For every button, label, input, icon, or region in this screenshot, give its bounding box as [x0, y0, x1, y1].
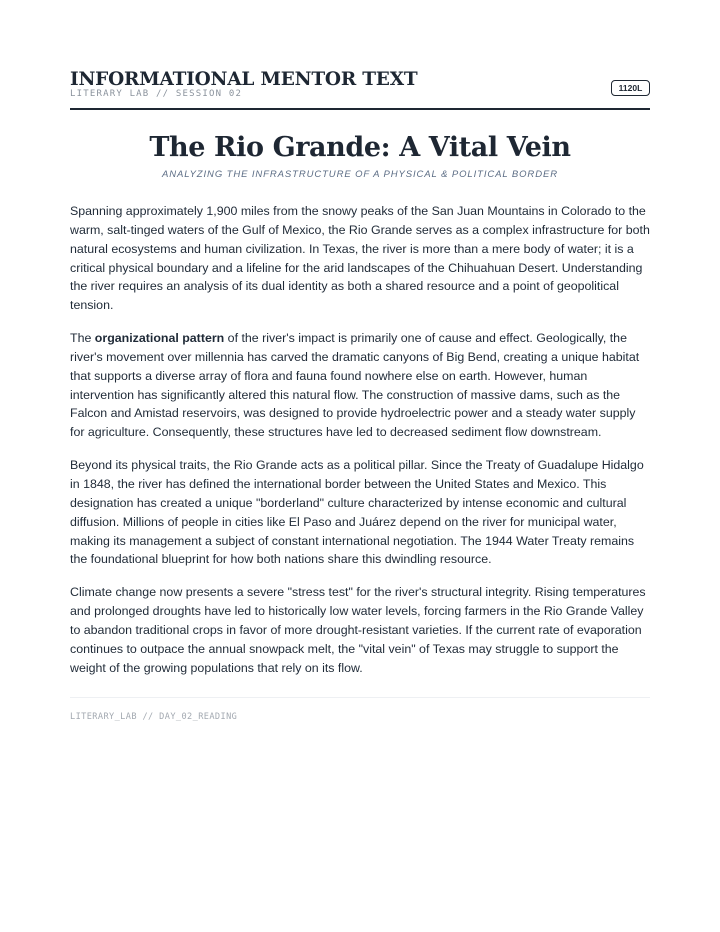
footer-divider	[70, 697, 650, 698]
lexile-level-badge: 1120L	[611, 80, 650, 96]
paragraph-2-rest: of the river's impact is primarily one of cause and effect. Geologically, the river's movement over millennia has carved the dramatic canyons of Big Bend, creating a unique habitat that supports a diverse array of flora and fauna found nowhere else on earth. However, human intervention has significantly altered this natural flow. The construction of massive dams, such as the Falcon and Amistad reservoirs, was designed to provide hydroelectric power and a steady water supply for agriculture. Consequently, these structures have led to decreased sediment flow downstream.	[70, 331, 640, 440]
paragraph-3: Beyond its physical traits, the Rio Grande acts as a political pillar. Since the Treaty of Guadalupe Hidalgo in 1848, the river has defined the international border between the United States and Mexico. This designation has created a unique "borderland" culture characterized by intense economic and cultural diffusion. Millions of people in cities like El Paso and Juárez depend on the river for municipal water, making its management a subject of constant international negotiation. The 1944 Water Treaty remains the foundational blueprint for how both nations share this dwindling resource.	[70, 458, 644, 567]
paragraph-1: Spanning approximately 1,900 miles from the snowy peaks of the San Juan Mountains in Colorado to the warm, salt-tinged waters of the Gulf of Mexico, the Rio Grande serves as a complex infrastructure for both natural ecosystems and human civilization. In Texas, the river is more than a mere body of water; it is a critical physical boundary and a lifeline for the arid landscapes of the Chihuahuan Desert. Understanding the river requires an analysis of its dual identity as both a shared resource and a point of geopolitical tension.	[70, 204, 650, 313]
paragraph-2	[70, 329, 652, 442]
footer-label: LITERARY_LAB // DAY_02_READING	[70, 712, 238, 722]
document-header	[70, 0, 650, 110]
paragraph-4: Climate change now presents a severe "stress test" for the river's structural integrity. Rising temperatures and prolonged droughts have led to historically low water levels, forcing farmers in the Rio Grande Valley to abandon traditional crops in favor of more drought-resistant varieties. If the current rate of evaporation continues to outpace the annual snowpack melt, the "vital vein" of Texas may struggle to support the weight of the growing populations that rely on its flow.	[70, 585, 646, 675]
key-term-organizational-pattern: organizational pattern	[94, 331, 225, 346]
header-subtitle: LITERARY LAB // SESSION 02	[70, 89, 243, 99]
paragraph-2-lead: The	[70, 331, 95, 346]
article-subtitle: ANALYZING THE INFRASTRUCTURE OF A PHYSICAL & POLITICAL BORDER	[162, 169, 558, 180]
header-title: INFORMATIONAL MENTOR TEXT	[70, 69, 418, 90]
article-title: The Rio Grande: A Vital Vein	[149, 132, 571, 163]
article-body	[70, 202, 652, 691]
document-page	[70, 0, 650, 722]
